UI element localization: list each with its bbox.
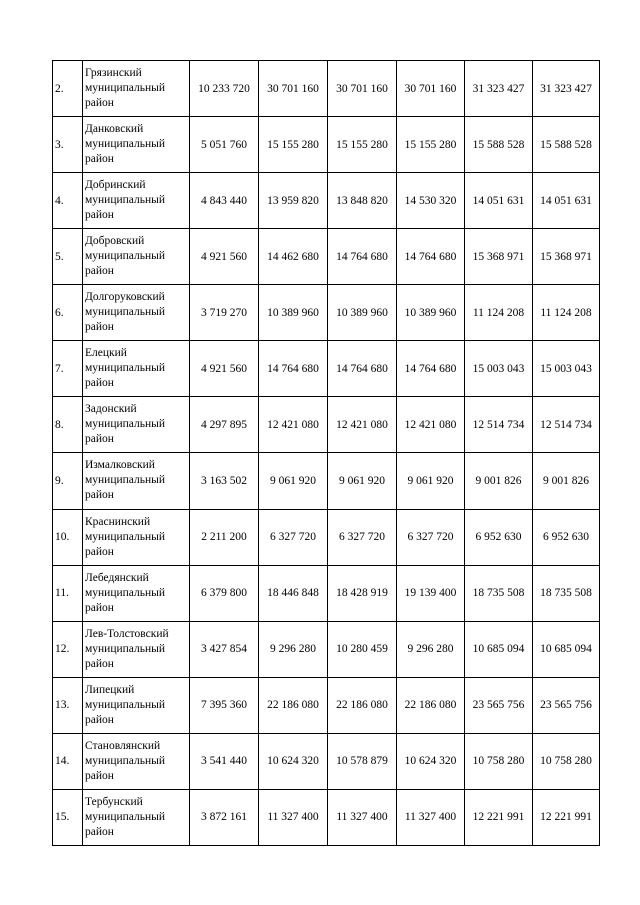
amount-cell: 10 758 280 bbox=[465, 733, 533, 789]
amount-cell: 9 296 280 bbox=[259, 621, 328, 677]
district-name-line: муниципальный bbox=[85, 138, 166, 151]
amount-cell: 31 323 427 bbox=[465, 61, 533, 117]
amount-cell: 6 327 720 bbox=[259, 509, 328, 565]
row-number: 12. bbox=[53, 621, 83, 677]
amount-cell: 6 952 630 bbox=[465, 509, 533, 565]
table-row bbox=[53, 677, 600, 733]
district-name-line: муниципальный bbox=[85, 586, 166, 599]
table-row bbox=[53, 621, 600, 677]
amount-cell: 30 701 160 bbox=[328, 61, 397, 117]
amount-cell: 3 719 270 bbox=[190, 285, 259, 341]
amount-cell: 31 323 427 bbox=[533, 61, 600, 117]
district-name-cell bbox=[83, 733, 190, 789]
amount-cell: 14 530 320 bbox=[397, 173, 465, 229]
amount-cell: 7 395 360 bbox=[190, 677, 259, 733]
district-name-line: муниципальный bbox=[85, 530, 166, 543]
amount-cell: 15 003 043 bbox=[465, 341, 533, 397]
table-row bbox=[53, 61, 600, 117]
district-name-line: Долгоруковский bbox=[85, 291, 165, 304]
amount-cell: 14 051 631 bbox=[465, 173, 533, 229]
amount-cell: 23 565 756 bbox=[533, 677, 600, 733]
amount-cell: 10 758 280 bbox=[533, 733, 600, 789]
amount-cell: 5 051 760 bbox=[190, 117, 259, 173]
district-name-cell bbox=[83, 789, 190, 845]
amount-cell: 10 233 720 bbox=[190, 61, 259, 117]
district-name-line: Грязинский bbox=[85, 67, 142, 80]
district-name-line: муниципальный bbox=[85, 306, 166, 319]
table-row bbox=[53, 453, 600, 509]
amount-cell: 6 327 720 bbox=[328, 509, 397, 565]
amount-cell: 6 327 720 bbox=[397, 509, 465, 565]
amount-cell: 10 624 320 bbox=[259, 733, 328, 789]
district-name-line: район bbox=[85, 377, 114, 390]
amount-cell: 10 685 094 bbox=[533, 621, 600, 677]
district-name-cell bbox=[83, 397, 190, 453]
amount-cell: 4 297 895 bbox=[190, 397, 259, 453]
amount-cell: 4 921 560 bbox=[190, 229, 259, 285]
district-name-line: район bbox=[85, 657, 114, 670]
amount-cell: 11 124 208 bbox=[533, 285, 600, 341]
district-name-line: Лев-Толстовский bbox=[85, 627, 169, 640]
row-number: 9. bbox=[53, 453, 83, 509]
amount-cell: 12 221 991 bbox=[533, 789, 600, 845]
table-row bbox=[53, 285, 600, 341]
district-name-cell bbox=[83, 621, 190, 677]
row-number: 10. bbox=[53, 509, 83, 565]
row-number: 15. bbox=[53, 789, 83, 845]
amount-cell: 12 421 080 bbox=[259, 397, 328, 453]
amount-cell: 15 155 280 bbox=[397, 117, 465, 173]
amount-cell: 15 155 280 bbox=[328, 117, 397, 173]
district-name-line: Данковский bbox=[85, 123, 144, 136]
table-row bbox=[53, 565, 600, 621]
amount-cell: 19 139 400 bbox=[397, 565, 465, 621]
amount-cell: 15 368 971 bbox=[533, 229, 600, 285]
amount-cell: 4 843 440 bbox=[190, 173, 259, 229]
row-number: 3. bbox=[53, 117, 83, 173]
amount-cell: 10 389 960 bbox=[328, 285, 397, 341]
row-number: 5. bbox=[53, 229, 83, 285]
amount-cell: 18 735 508 bbox=[533, 565, 600, 621]
district-name-line: район bbox=[85, 209, 114, 222]
amount-cell: 9 061 920 bbox=[397, 453, 465, 509]
amount-cell: 23 565 756 bbox=[465, 677, 533, 733]
district-name-line: район bbox=[85, 713, 114, 726]
district-name-cell bbox=[83, 341, 190, 397]
amount-cell: 22 186 080 bbox=[259, 677, 328, 733]
district-name-line: Липецкий bbox=[85, 683, 135, 696]
amount-cell: 12 421 080 bbox=[397, 397, 465, 453]
amount-cell: 3 427 854 bbox=[190, 621, 259, 677]
district-name-line: муниципальный bbox=[85, 754, 166, 767]
district-name-cell bbox=[83, 229, 190, 285]
amount-cell: 30 701 160 bbox=[397, 61, 465, 117]
district-name-line: Измалковский bbox=[85, 459, 155, 472]
district-name-line: район bbox=[85, 489, 114, 502]
amount-cell: 10 280 459 bbox=[328, 621, 397, 677]
district-name-line: Добровский bbox=[85, 235, 145, 248]
amount-cell: 12 221 991 bbox=[465, 789, 533, 845]
amount-cell: 9 061 920 bbox=[259, 453, 328, 509]
amount-cell: 9 001 826 bbox=[465, 453, 533, 509]
amount-cell: 15 588 528 bbox=[533, 117, 600, 173]
district-name-cell bbox=[83, 565, 190, 621]
amount-cell: 10 685 094 bbox=[465, 621, 533, 677]
district-name-line: муниципальный bbox=[85, 194, 166, 207]
amount-cell: 6 379 800 bbox=[190, 565, 259, 621]
table-row bbox=[53, 397, 600, 453]
district-name-line: район bbox=[85, 97, 114, 110]
amount-cell: 18 428 919 bbox=[328, 565, 397, 621]
district-name-line: район bbox=[85, 265, 114, 278]
amount-cell: 3 541 440 bbox=[190, 733, 259, 789]
district-name-line: Краснинский bbox=[85, 515, 151, 528]
table-row bbox=[53, 733, 600, 789]
amount-cell: 11 327 400 bbox=[328, 789, 397, 845]
table-row bbox=[53, 173, 600, 229]
amount-cell: 14 051 631 bbox=[533, 173, 600, 229]
district-name-line: район bbox=[85, 601, 114, 614]
row-number: 11. bbox=[53, 565, 83, 621]
district-name-cell bbox=[83, 677, 190, 733]
table-row bbox=[53, 789, 600, 845]
district-name-line: Лебедянский bbox=[85, 571, 149, 584]
district-name-cell bbox=[83, 509, 190, 565]
district-name-line: муниципальный bbox=[85, 250, 166, 263]
district-name-line: муниципальный bbox=[85, 698, 166, 711]
amount-cell: 2 211 200 bbox=[190, 509, 259, 565]
row-number: 8. bbox=[53, 397, 83, 453]
district-name-line: муниципальный bbox=[85, 642, 166, 655]
amount-cell: 6 952 630 bbox=[533, 509, 600, 565]
amount-cell: 9 001 826 bbox=[533, 453, 600, 509]
row-number: 6. bbox=[53, 285, 83, 341]
amount-cell: 9 296 280 bbox=[397, 621, 465, 677]
amount-cell: 10 624 320 bbox=[397, 733, 465, 789]
table-row bbox=[53, 341, 600, 397]
amount-cell: 22 186 080 bbox=[328, 677, 397, 733]
district-name-line: Становлянский bbox=[85, 739, 161, 752]
amount-cell: 3 872 161 bbox=[190, 789, 259, 845]
amount-cell: 10 389 960 bbox=[259, 285, 328, 341]
budget-table bbox=[52, 60, 600, 846]
amount-cell: 15 588 528 bbox=[465, 117, 533, 173]
amount-cell: 12 514 734 bbox=[465, 397, 533, 453]
amount-cell: 14 764 680 bbox=[397, 229, 465, 285]
amount-cell: 30 701 160 bbox=[259, 61, 328, 117]
amount-cell: 14 764 680 bbox=[328, 341, 397, 397]
amount-cell: 11 327 400 bbox=[259, 789, 328, 845]
district-name-line: район bbox=[85, 545, 114, 558]
district-name-line: район bbox=[85, 769, 114, 782]
row-number: 13. bbox=[53, 677, 83, 733]
amount-cell: 18 446 848 bbox=[259, 565, 328, 621]
amount-cell: 22 186 080 bbox=[397, 677, 465, 733]
amount-cell: 12 421 080 bbox=[328, 397, 397, 453]
district-name-cell bbox=[83, 453, 190, 509]
amount-cell: 15 003 043 bbox=[533, 341, 600, 397]
district-name-cell bbox=[83, 173, 190, 229]
district-name-line: Елецкий bbox=[85, 347, 127, 360]
district-name-line: муниципальный bbox=[85, 82, 166, 95]
district-name-line: муниципальный bbox=[85, 474, 166, 487]
district-name-line: муниципальный bbox=[85, 418, 166, 431]
amount-cell: 14 764 680 bbox=[328, 229, 397, 285]
amount-cell: 3 163 502 bbox=[190, 453, 259, 509]
district-name-line: муниципальный bbox=[85, 362, 166, 375]
district-name-line: муниципальный bbox=[85, 810, 166, 823]
district-name-cell bbox=[83, 285, 190, 341]
district-name-cell bbox=[83, 61, 190, 117]
amount-cell: 10 578 879 bbox=[328, 733, 397, 789]
amount-cell: 18 735 508 bbox=[465, 565, 533, 621]
row-number: 7. bbox=[53, 341, 83, 397]
row-number: 14. bbox=[53, 733, 83, 789]
amount-cell: 13 848 820 bbox=[328, 173, 397, 229]
amount-cell: 15 155 280 bbox=[259, 117, 328, 173]
row-number: 4. bbox=[53, 173, 83, 229]
amount-cell: 14 462 680 bbox=[259, 229, 328, 285]
district-name-line: Добринский bbox=[85, 179, 146, 192]
district-name-line: Задонский bbox=[85, 403, 137, 416]
amount-cell: 12 514 734 bbox=[533, 397, 600, 453]
amount-cell: 10 389 960 bbox=[397, 285, 465, 341]
row-number: 2. bbox=[53, 61, 83, 117]
table-body bbox=[53, 61, 600, 846]
amount-cell: 14 764 680 bbox=[397, 341, 465, 397]
amount-cell: 11 124 208 bbox=[465, 285, 533, 341]
district-name-line: Тербунский bbox=[85, 795, 143, 808]
district-name-cell bbox=[83, 117, 190, 173]
amount-cell: 13 959 820 bbox=[259, 173, 328, 229]
table-row bbox=[53, 229, 600, 285]
amount-cell: 14 764 680 bbox=[259, 341, 328, 397]
table-row bbox=[53, 509, 600, 565]
amount-cell: 4 921 560 bbox=[190, 341, 259, 397]
district-name-line: район bbox=[85, 433, 114, 446]
district-name-line: район bbox=[85, 321, 114, 334]
amount-cell: 11 327 400 bbox=[397, 789, 465, 845]
district-name-line: район bbox=[85, 825, 114, 838]
district-name-line: район bbox=[85, 153, 114, 166]
table-row bbox=[53, 117, 600, 173]
amount-cell: 9 061 920 bbox=[328, 453, 397, 509]
amount-cell: 15 368 971 bbox=[465, 229, 533, 285]
